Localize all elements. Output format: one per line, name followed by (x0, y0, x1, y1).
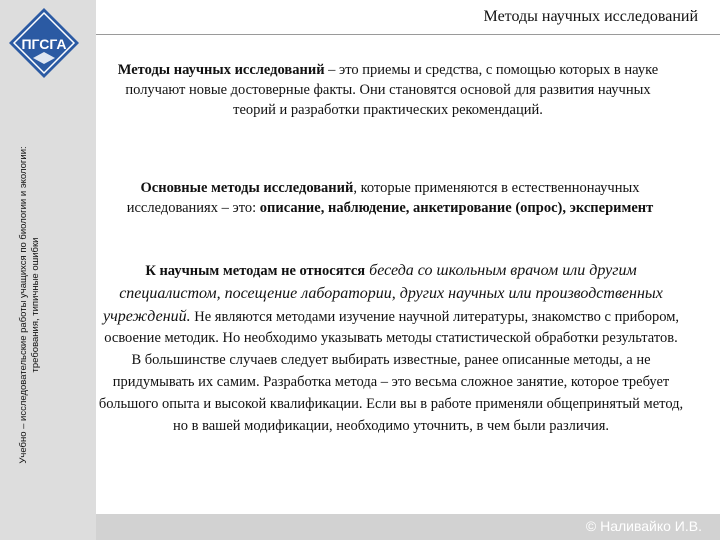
course-title-line-1: Учебно – исследовательские работы учащихся по биологии и экологии: (18, 146, 29, 464)
definition-term: Методы научных исследований (117, 62, 325, 78)
exclusions-text: Не являются методами изучение научной литературы, знакомство с прибором, освоение методик. Но необходимо указывать методы статистической обработки результатов. В большинстве случаев следует выбирать известные, ранее описанные методы, а не придумывать их самим. Разработка метода – это весьма сложное занятие, которое требует большого опыта и высокой квалификации. Если вы в работе применяли общепринятый метод, но в вашей модификации, необходимо уточнить, в чем были различия. (98, 308, 684, 434)
course-title-vertical (18, 105, 66, 505)
main-methods-list: описание, наблюдение, анкетирование (опрос), эксперимент (259, 200, 654, 216)
course-title-line-2: требования, типичные ошибки (30, 237, 41, 373)
exclusions-lead: К научным методам не относятся (145, 263, 366, 279)
definition-text: – это приемы и средства, с помощью которых в науке получают новые достоверные факты. Они становятся основой для развития научных теорий и разработки практических рекомендаций. (125, 62, 659, 118)
logo-text: ПГСГА (21, 36, 67, 52)
sidebar (0, 0, 96, 540)
main-methods-text: , которые применяются в естественнонаучных исследованиях – это: (126, 180, 640, 216)
header-divider (96, 34, 720, 35)
main-methods-term: Основные методы исследований (140, 180, 354, 196)
university-logo (7, 6, 81, 80)
definition-paragraph (108, 60, 668, 120)
page-title: Методы научных исследований (483, 8, 698, 25)
main-methods-paragraph (120, 178, 660, 218)
copyright: © Наливайко И.В. (585, 518, 702, 534)
exclusions-paragraph (98, 260, 684, 437)
exclusions-italic: беседа со школьным врачом или другим специалистом, посещение лаборатории, других научных или производственных учреждений. (102, 262, 663, 325)
